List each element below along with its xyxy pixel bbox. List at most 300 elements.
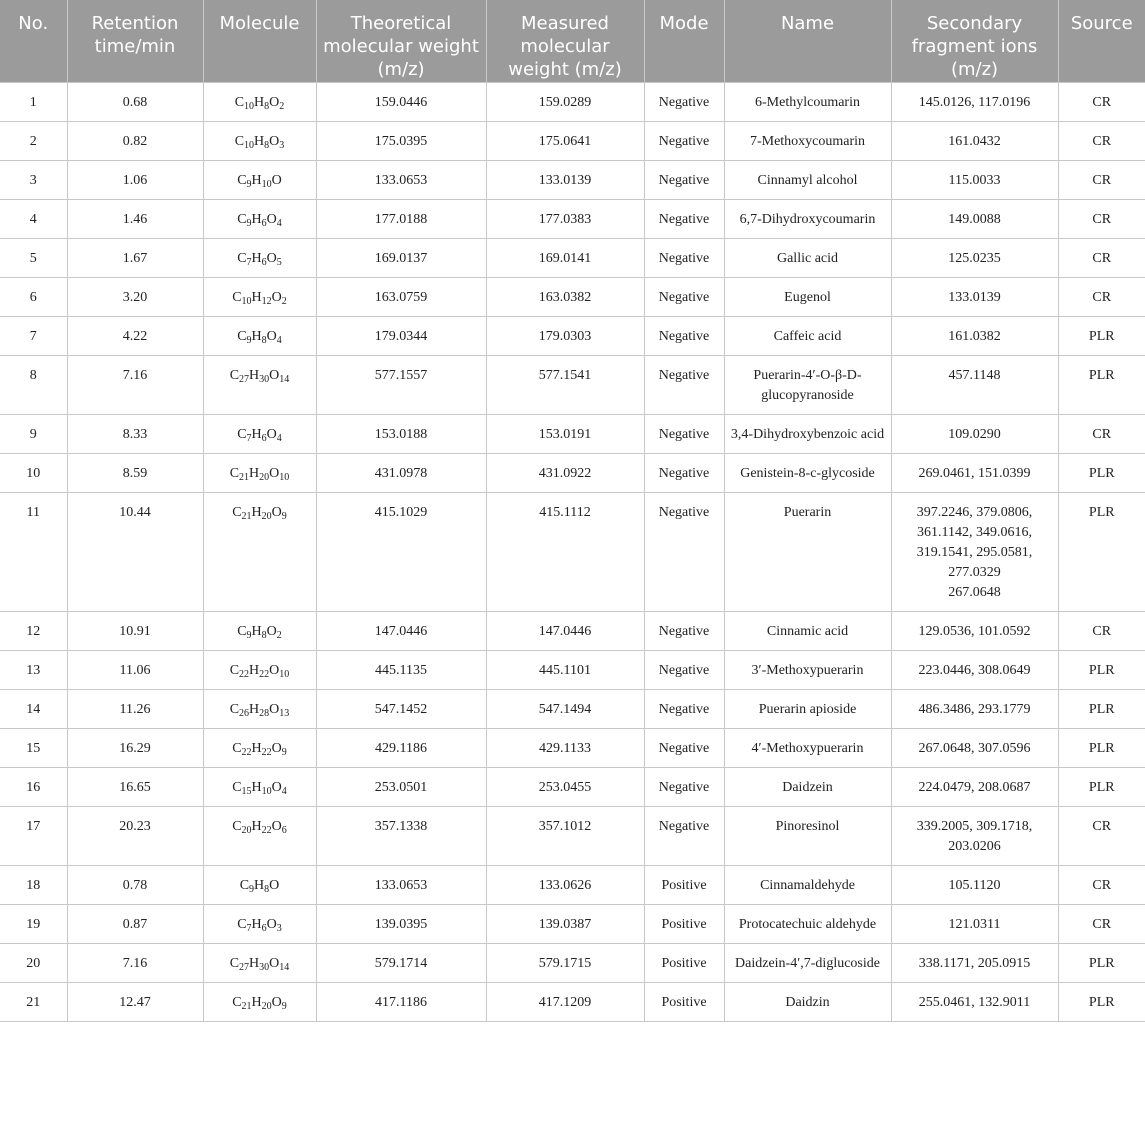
cell-molecule [203, 160, 316, 199]
cell-measured-mw: 175.0641 [486, 121, 644, 160]
formula-element: O [266, 211, 277, 227]
formula-element: C [237, 250, 247, 266]
col-header-mode: Mode [644, 0, 724, 82]
formula-element: C [237, 916, 247, 932]
formula-count: 15 [241, 785, 252, 797]
cell-retention-time: 0.87 [67, 904, 203, 943]
cell-source: PLR [1058, 728, 1145, 767]
formula-count: 6 [261, 432, 267, 444]
table-row [0, 982, 1145, 1021]
fragment-line: 397.2246, 379.0806, 361.1142, 349.0616, 319.1541, 295.0581, 277.0329 [916, 504, 1033, 580]
cell-source: CR [1058, 199, 1145, 238]
formula-element: C [237, 211, 247, 227]
cell-measured-mw: 177.0383 [486, 199, 644, 238]
cell-name: Puerarin-4′-O-β-D-glucopyranoside [724, 355, 891, 414]
formula-count: 9 [281, 1000, 287, 1012]
cell-molecule [203, 121, 316, 160]
cell-theoretical-mw: 147.0446 [316, 611, 486, 650]
cell-source: CR [1058, 806, 1145, 865]
cell-molecule [203, 82, 316, 121]
cell-theoretical-mw: 577.1557 [316, 355, 486, 414]
cell-retention-time: 8.59 [67, 453, 203, 492]
formula-element: C [229, 955, 240, 971]
table-row [0, 355, 1145, 414]
formula-count: 13 [279, 707, 290, 719]
formula-count: 8 [261, 629, 267, 641]
cell-name: Cinnamaldehyde [724, 865, 891, 904]
cell-mode: Positive [644, 865, 724, 904]
formula-element: H [251, 250, 262, 266]
cell-no: 17 [0, 806, 67, 865]
formula-count: 2 [281, 295, 287, 307]
formula-element: H [251, 426, 262, 442]
cell-measured-mw: 159.0289 [486, 82, 644, 121]
cell-molecule [203, 492, 316, 611]
table-row [0, 611, 1145, 650]
cell-fragment-ions [891, 453, 1058, 492]
cell-name: 3′-Methoxypuerarin [724, 650, 891, 689]
formula-element: H [251, 779, 262, 795]
cell-source: CR [1058, 904, 1145, 943]
cell-source: PLR [1058, 492, 1145, 611]
formula-element: H [249, 701, 260, 717]
cell-mode: Negative [644, 238, 724, 277]
cell-fragment-ions [891, 414, 1058, 453]
cell-retention-time: 3.20 [67, 277, 203, 316]
cell-measured-mw: 169.0141 [486, 238, 644, 277]
cell-molecule [203, 767, 316, 806]
formula-count: 22 [239, 668, 250, 680]
cell-measured-mw: 357.1012 [486, 806, 644, 865]
cell-retention-time: 7.16 [67, 943, 203, 982]
formula-count: 4 [276, 217, 282, 229]
cell-fragment-ions [891, 943, 1058, 982]
cell-molecule [203, 611, 316, 650]
formula-count: 21 [241, 1000, 252, 1012]
table-row [0, 865, 1145, 904]
cell-theoretical-mw: 579.1714 [316, 943, 486, 982]
cell-molecule [203, 199, 316, 238]
cell-measured-mw: 153.0191 [486, 414, 644, 453]
cell-name: Genistein-8-c-glycoside [724, 453, 891, 492]
table-row [0, 806, 1145, 865]
cell-name: Caffeic acid [724, 316, 891, 355]
fragment-line: 161.0432 [948, 133, 1001, 149]
cell-name: Daidzein [724, 767, 891, 806]
formula-element: H [251, 994, 262, 1010]
cell-measured-mw: 133.0626 [486, 865, 644, 904]
cell-measured-mw: 431.0922 [486, 453, 644, 492]
table-row [0, 689, 1145, 728]
formula-count: 9 [246, 217, 252, 229]
formula-element: C [237, 172, 247, 188]
cell-theoretical-mw: 169.0137 [316, 238, 486, 277]
formula-element: O [271, 172, 282, 188]
cell-fragment-ions [891, 650, 1058, 689]
formula-element: H [251, 289, 262, 305]
table-row [0, 277, 1145, 316]
formula-element: H [251, 916, 262, 932]
formula-element: H [251, 172, 262, 188]
formula-element: H [249, 367, 260, 383]
cell-theoretical-mw: 133.0653 [316, 865, 486, 904]
cell-source: PLR [1058, 355, 1145, 414]
cell-theoretical-mw: 253.0501 [316, 767, 486, 806]
formula-count: 5 [276, 256, 282, 268]
cell-molecule [203, 414, 316, 453]
fragment-line: 109.0290 [948, 426, 1001, 442]
formula-element: O [266, 426, 277, 442]
cell-source: PLR [1058, 767, 1145, 806]
cell-no: 20 [0, 943, 67, 982]
formula-count: 20 [241, 824, 252, 836]
cell-molecule [203, 277, 316, 316]
formula-count: 8 [261, 334, 267, 346]
cell-molecule [203, 689, 316, 728]
cell-measured-mw: 577.1541 [486, 355, 644, 414]
formula-count: 9 [246, 178, 252, 190]
formula-count: 9 [249, 883, 255, 895]
cell-source: CR [1058, 160, 1145, 199]
formula-element: C [229, 701, 240, 717]
cell-fragment-ions [891, 316, 1058, 355]
cell-retention-time: 11.26 [67, 689, 203, 728]
cell-molecule [203, 943, 316, 982]
cell-retention-time: 16.65 [67, 767, 203, 806]
col-header-fragment-ions: Secondary fragment ions (m/z) [891, 0, 1058, 82]
cell-measured-mw: 163.0382 [486, 277, 644, 316]
formula-element: O [266, 328, 277, 344]
cell-source: PLR [1058, 689, 1145, 728]
cell-mode: Negative [644, 650, 724, 689]
formula-element: C [237, 426, 247, 442]
formula-element: H [251, 818, 262, 834]
formula-count: 22 [259, 668, 270, 680]
fragment-line: 129.0536, 101.0592 [918, 623, 1031, 639]
fragment-line: 115.0033 [948, 172, 1001, 188]
cell-source: CR [1058, 238, 1145, 277]
cell-molecule [203, 904, 316, 943]
formula-element: H [249, 465, 260, 481]
cell-source: PLR [1058, 650, 1145, 689]
cell-fragment-ions [891, 865, 1058, 904]
cell-name: Eugenol [724, 277, 891, 316]
cell-molecule [203, 728, 316, 767]
cell-theoretical-mw: 153.0188 [316, 414, 486, 453]
cell-no: 6 [0, 277, 67, 316]
table-row [0, 728, 1145, 767]
formula-element: O [269, 877, 280, 893]
cell-no: 16 [0, 767, 67, 806]
formula-element: C [232, 504, 242, 520]
formula-count: 26 [239, 707, 250, 719]
formula-element: O [271, 779, 282, 795]
table-row [0, 316, 1145, 355]
cell-no: 13 [0, 650, 67, 689]
cell-no: 3 [0, 160, 67, 199]
cell-measured-mw: 133.0139 [486, 160, 644, 199]
cell-name: Pinoresinol [724, 806, 891, 865]
formula-count: 10 [244, 100, 255, 112]
cell-source: PLR [1058, 316, 1145, 355]
cell-mode: Negative [644, 316, 724, 355]
formula-element: C [232, 779, 242, 795]
cell-source: CR [1058, 611, 1145, 650]
table-row [0, 199, 1145, 238]
cell-name: Puerarin [724, 492, 891, 611]
cell-measured-mw: 429.1133 [486, 728, 644, 767]
formula-count: 10 [279, 668, 290, 680]
cell-measured-mw: 445.1101 [486, 650, 644, 689]
formula-count: 6 [261, 217, 267, 229]
table-row [0, 904, 1145, 943]
cell-molecule [203, 355, 316, 414]
cell-no: 9 [0, 414, 67, 453]
cell-retention-time: 0.68 [67, 82, 203, 121]
cell-name: Daidzein-4′,7-diglucoside [724, 943, 891, 982]
cell-no: 8 [0, 355, 67, 414]
formula-element: H [251, 740, 262, 756]
formula-count: 6 [261, 256, 267, 268]
cell-retention-time: 10.44 [67, 492, 203, 611]
cell-fragment-ions [891, 199, 1058, 238]
formula-count: 14 [279, 961, 290, 973]
cell-retention-time: 4.22 [67, 316, 203, 355]
cell-theoretical-mw: 547.1452 [316, 689, 486, 728]
formula-count: 4 [276, 334, 282, 346]
cell-theoretical-mw: 139.0395 [316, 904, 486, 943]
formula-count: 28 [259, 707, 270, 719]
formula-count: 8 [264, 883, 270, 895]
formula-element: O [269, 662, 280, 678]
cell-source: CR [1058, 277, 1145, 316]
table-row [0, 943, 1145, 982]
formula-element: O [271, 818, 282, 834]
table-row [0, 238, 1145, 277]
cell-molecule [203, 650, 316, 689]
fragment-line: 145.0126, 117.0196 [918, 94, 1031, 110]
cell-mode: Negative [644, 277, 724, 316]
cell-retention-time: 0.78 [67, 865, 203, 904]
cell-name: Cinnamic acid [724, 611, 891, 650]
cell-mode: Negative [644, 414, 724, 453]
cell-retention-time: 0.82 [67, 121, 203, 160]
formula-element: C [229, 367, 240, 383]
cell-mode: Negative [644, 806, 724, 865]
formula-element: C [232, 994, 242, 1010]
cell-fragment-ions [891, 767, 1058, 806]
formula-count: 22 [241, 746, 252, 758]
cell-measured-mw: 579.1715 [486, 943, 644, 982]
table-row [0, 414, 1145, 453]
formula-count: 10 [279, 471, 290, 483]
cell-source: CR [1058, 414, 1145, 453]
table-row [0, 650, 1145, 689]
formula-count: 2 [276, 629, 282, 641]
cell-retention-time: 16.29 [67, 728, 203, 767]
cell-retention-time: 12.47 [67, 982, 203, 1021]
formula-element: C [232, 818, 242, 834]
cell-mode: Positive [644, 982, 724, 1021]
fragment-line: 224.0479, 208.0687 [918, 779, 1031, 795]
cell-fragment-ions [891, 355, 1058, 414]
cell-theoretical-mw: 179.0344 [316, 316, 486, 355]
cell-theoretical-mw: 445.1135 [316, 650, 486, 689]
cell-source: PLR [1058, 982, 1145, 1021]
cell-no: 21 [0, 982, 67, 1021]
cell-mode: Negative [644, 767, 724, 806]
cell-measured-mw: 139.0387 [486, 904, 644, 943]
cell-no: 19 [0, 904, 67, 943]
formula-count: 30 [259, 961, 270, 973]
cell-no: 14 [0, 689, 67, 728]
cell-mode: Negative [644, 492, 724, 611]
fragment-line: 105.1120 [948, 877, 1001, 893]
col-header-no: No. [0, 0, 67, 82]
formula-count: 27 [239, 961, 250, 973]
formula-count: 6 [261, 922, 267, 934]
cell-no: 10 [0, 453, 67, 492]
formula-count: 10 [261, 178, 272, 190]
fragment-line: 339.2005, 309.1718, 203.0206 [916, 818, 1033, 854]
cell-name: Cinnamyl alcohol [724, 160, 891, 199]
cell-mode: Negative [644, 453, 724, 492]
formula-count: 9 [281, 746, 287, 758]
cell-molecule [203, 982, 316, 1021]
formula-element: C [232, 289, 242, 305]
cell-name: 7-Methoxycoumarin [724, 121, 891, 160]
col-header-source: Source [1058, 0, 1145, 82]
fragment-line: 457.1148 [948, 367, 1001, 383]
cell-mode: Negative [644, 611, 724, 650]
formula-element: O [271, 504, 282, 520]
formula-element: O [269, 94, 280, 110]
formula-count: 27 [239, 373, 250, 385]
formula-count: 9 [281, 510, 287, 522]
formula-element: H [249, 662, 260, 678]
cell-retention-time: 7.16 [67, 355, 203, 414]
formula-count: 4 [276, 432, 282, 444]
cell-theoretical-mw: 177.0188 [316, 199, 486, 238]
fragment-line: 121.0311 [948, 916, 1001, 932]
formula-element: O [269, 701, 280, 717]
formula-element: C [234, 133, 245, 149]
table-row [0, 82, 1145, 121]
cell-no: 18 [0, 865, 67, 904]
cell-retention-time: 1.06 [67, 160, 203, 199]
cell-molecule [203, 238, 316, 277]
formula-element: C [237, 623, 247, 639]
cell-mode: Positive [644, 904, 724, 943]
cell-no: 1 [0, 82, 67, 121]
cell-no: 5 [0, 238, 67, 277]
cell-measured-mw: 547.1494 [486, 689, 644, 728]
cell-mode: Negative [644, 199, 724, 238]
fragment-line: 486.3486, 293.1779 [918, 701, 1031, 717]
cell-molecule [203, 806, 316, 865]
cell-no: 11 [0, 492, 67, 611]
cell-mode: Negative [644, 121, 724, 160]
formula-count: 6 [281, 824, 287, 836]
formula-element: O [266, 623, 277, 639]
cell-fragment-ions [891, 728, 1058, 767]
formula-element: H [251, 328, 262, 344]
fragment-line: 125.0235 [948, 250, 1001, 266]
cell-mode: Positive [644, 943, 724, 982]
cell-mode: Negative [644, 728, 724, 767]
cell-source: PLR [1058, 943, 1145, 982]
cell-retention-time: 10.91 [67, 611, 203, 650]
formula-element: O [269, 133, 280, 149]
formula-element: O [271, 994, 282, 1010]
fragment-line: 161.0382 [948, 328, 1001, 344]
cell-fragment-ions [891, 806, 1058, 865]
cell-theoretical-mw: 415.1029 [316, 492, 486, 611]
cell-fragment-ions [891, 492, 1058, 611]
formula-count: 22 [261, 824, 272, 836]
cell-source: CR [1058, 121, 1145, 160]
cell-source: CR [1058, 82, 1145, 121]
formula-count: 9 [246, 334, 252, 346]
col-header-retention-time: Retention time/min [67, 0, 203, 82]
formula-element: C [229, 662, 240, 678]
table-body [0, 82, 1145, 1021]
formula-element: C [237, 328, 247, 344]
fragment-line: 267.0648 [948, 584, 1001, 600]
table-row [0, 121, 1145, 160]
formula-element: O [269, 955, 280, 971]
formula-count: 20 [261, 510, 272, 522]
formula-element: C [229, 465, 240, 481]
cell-retention-time: 1.46 [67, 199, 203, 238]
cell-name: 6,7-Dihydroxycoumarin [724, 199, 891, 238]
cell-theoretical-mw: 133.0653 [316, 160, 486, 199]
cell-fragment-ions [891, 238, 1058, 277]
cell-retention-time: 8.33 [67, 414, 203, 453]
formula-count: 7 [246, 922, 252, 934]
cell-fragment-ions [891, 82, 1058, 121]
cell-name: Gallic acid [724, 238, 891, 277]
cell-retention-time: 1.67 [67, 238, 203, 277]
cell-fragment-ions [891, 611, 1058, 650]
cell-mode: Negative [644, 160, 724, 199]
formula-count: 21 [239, 471, 250, 483]
formula-element: H [254, 877, 265, 893]
cell-molecule [203, 316, 316, 355]
cell-molecule [203, 453, 316, 492]
fragment-line: 267.0648, 307.0596 [918, 740, 1031, 756]
cell-name: 4′-Methoxypuerarin [724, 728, 891, 767]
cell-name: Puerarin apioside [724, 689, 891, 728]
formula-element: C [232, 740, 242, 756]
formula-count: 8 [264, 139, 270, 151]
cell-measured-mw: 179.0303 [486, 316, 644, 355]
formula-count: 3 [279, 139, 285, 151]
cell-source: CR [1058, 865, 1145, 904]
formula-count: 22 [261, 746, 272, 758]
cell-mode: Negative [644, 689, 724, 728]
cell-no: 12 [0, 611, 67, 650]
formula-count: 20 [261, 1000, 272, 1012]
formula-count: 2 [279, 100, 285, 112]
cell-no: 4 [0, 199, 67, 238]
formula-count: 9 [246, 629, 252, 641]
cell-theoretical-mw: 429.1186 [316, 728, 486, 767]
header-row [0, 0, 1145, 82]
table-row [0, 453, 1145, 492]
cell-fragment-ions [891, 121, 1058, 160]
formula-count: 8 [264, 100, 270, 112]
